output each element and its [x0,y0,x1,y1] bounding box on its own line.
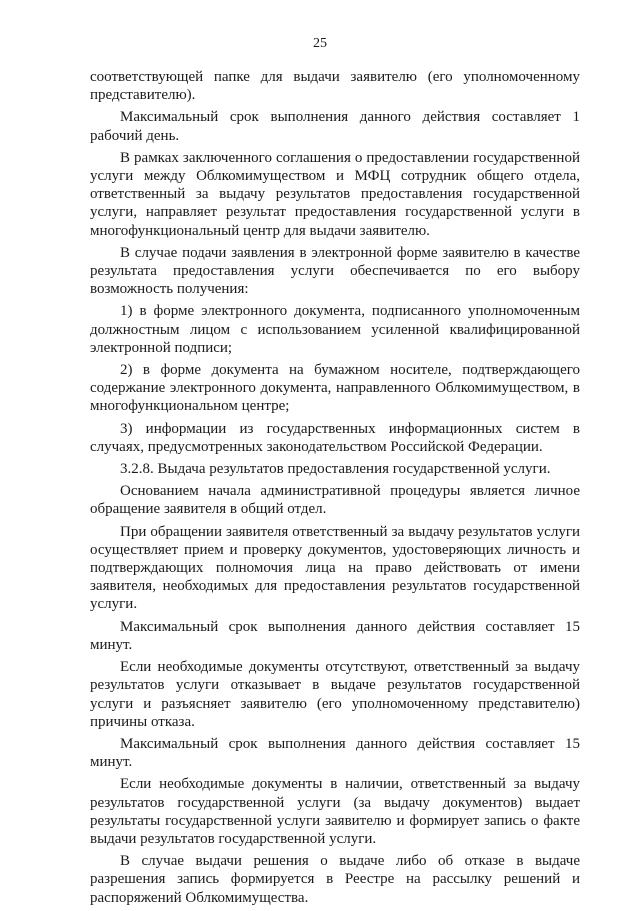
page-number: 25 [313,36,327,51]
paragraph: В случае подачи заявления в электронной форме заявителю в качестве результата предоставления услуги обеспечивается по его выбору возможность получения: [90,244,580,298]
list-item: 1) в форме электронного документа, подписанного уполномоченным должностным лицом с использованием усиленной квалифицированной электронной подписи; [90,303,580,356]
paragraph: Максимальный срок выполнения данного действия составляет 15 минут. [90,735,580,771]
paragraph: Максимальный срок выполнения данного действия составляет 15 минут. [90,618,580,653]
paragraph: Основанием начала административной процедуры является личное обращение заявителя в общий отдел. [90,483,580,518]
document-body [90,68,580,911]
paragraph: При обращении заявителя ответственный за выдачу результатов услуги осуществляет прием и проверку документов, удостоверяющих личность и подтверждающих полномочия лица на право действовать от имени заявителя, необходимых для предоставления результатов государственной услуги. [90,523,580,613]
paragraph: В рамках заключенного соглашения о предоставлении государственной услуги между Облкомимуществом и МФЦ сотрудник общего отдела, ответственный за выдачу результатов предоставления государственной услуги, направляет результат предоставления государственной услуги в многофункциональный центр для выдачи заявителю. [90,149,580,239]
paragraph: Если необходимые документы в наличии, ответственный за выдачу результатов государственной услуги (за выдачу документов) выдает результаты государственной услуги заявителю и формирует запись о факте выдачи результатов государственной услуги. [90,776,580,847]
list-item: 2) в форме документа на бумажном носителе, подтверждающего содержание электронного документа, направленного Облкомимуществом, в многофункциональном центре; [90,362,580,415]
paragraph: В случае выдачи решения о выдаче либо об отказе в выдаче разрешения запись формируется в Реестре на рассылку решений и распоряжений Облкомимущества. [90,853,580,906]
paragraph: соответствующей папке для выдачи заявителю (его уполномоченному представителю). [90,69,580,104]
list-item: 3) информации из государственных информационных систем в случаях, предусмотренных законодательством Российской Федерации. [90,420,580,455]
paragraph: Максимальный срок выполнения данного действия составляет 1 рабочий день. [90,109,580,144]
paragraph: Если необходимые документы отсутствуют, ответственный за выдачу результатов услуги отказывает в выдаче результатов государственной услуги и разъясняет заявителю (его уполномоченному представителю) причины отказа. [90,659,580,730]
section-heading: 3.2.8. Выдача результатов предоставления государственной услуги. [120,461,551,478]
